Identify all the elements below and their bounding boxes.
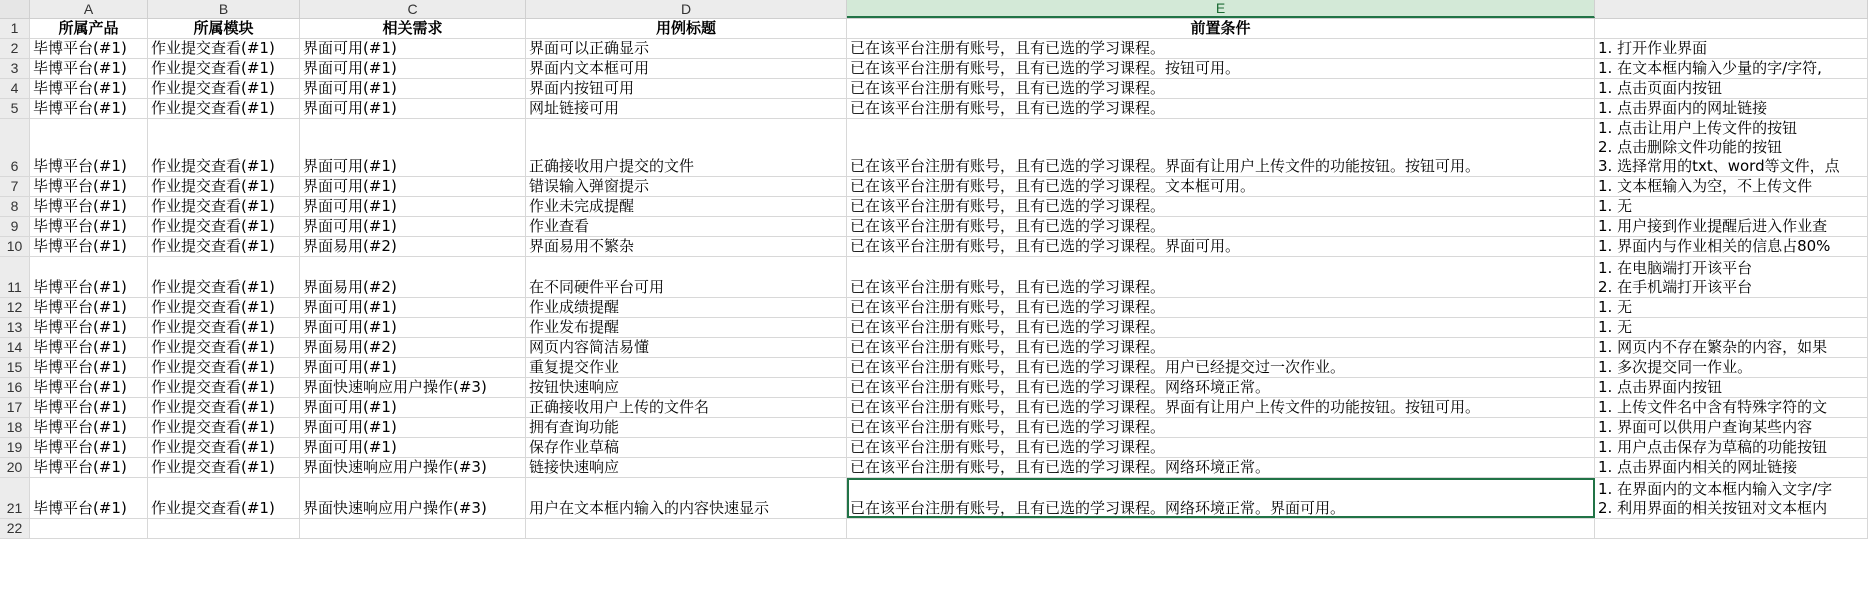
cell-module[interactable]: 作业提交查看(#1): [148, 59, 300, 78]
cell-requirement[interactable]: 界面可用(#1): [300, 358, 526, 377]
cell-module[interactable]: 作业提交查看(#1): [148, 197, 300, 216]
cell-steps[interactable]: [1595, 298, 1868, 317]
cell-precondition[interactable]: 已在该平台注册有账号，且有已选的学习课程。: [847, 197, 1595, 216]
cell-title[interactable]: [526, 519, 847, 538]
cell-title[interactable]: 作业发布提醒: [526, 318, 847, 337]
cell-module[interactable]: 作业提交查看(#1): [148, 119, 300, 176]
cell-module[interactable]: 作业提交查看(#1): [148, 438, 300, 457]
cell-product[interactable]: 毕博平台(#1): [30, 418, 148, 437]
cell-requirement[interactable]: 界面可用(#1): [300, 398, 526, 417]
cell-precondition[interactable]: 已在该平台注册有账号，且有已选的学习课程。: [847, 338, 1595, 357]
cell-module[interactable]: 作业提交查看(#1): [148, 79, 300, 98]
cell-precondition[interactable]: 已在该平台注册有账号，且有已选的学习课程。: [847, 99, 1595, 118]
cell-steps[interactable]: [1595, 338, 1868, 357]
cell-product[interactable]: 毕博平台(#1): [30, 79, 148, 98]
step-line: 1. 无: [1598, 197, 1633, 215]
step-line: 3. 选择常用的txt、word等文件，点: [1598, 157, 1840, 175]
cell-precondition[interactable]: 已在该平台注册有账号，且有已选的学习课程。用户已经提交过一次作业。: [847, 358, 1595, 377]
step-line: 1. 在文本框内输入少量的字/字符,: [1598, 59, 1822, 77]
cell-requirement[interactable]: 界面可用(#1): [300, 418, 526, 437]
cell-product[interactable]: 毕博平台(#1): [30, 398, 148, 417]
row-number[interactable]: 22: [0, 519, 30, 538]
cell-product[interactable]: 毕博平台(#1): [30, 478, 148, 518]
row-number[interactable]: 16: [0, 378, 30, 397]
step-line: 1. 多次提交同一作业。: [1598, 358, 1753, 376]
table-row: [0, 318, 1868, 338]
cell-steps[interactable]: [1595, 398, 1868, 417]
step-line: 1. 用户点击保存为草稿的功能按钮: [1598, 438, 1828, 456]
cell-title[interactable]: 界面易用不繁杂: [526, 237, 847, 256]
row-number[interactable]: 4: [0, 79, 30, 98]
step-line: 1. 用户接到作业提醒后进入作业查: [1598, 217, 1828, 235]
table-row: [0, 378, 1868, 398]
cell-requirement[interactable]: 界面易用(#2): [300, 257, 526, 297]
cell-precondition[interactable]: 已在该平台注册有账号，且有已选的学习课程。: [847, 79, 1595, 98]
cell-precondition[interactable]: 已在该平台注册有账号，且有已选的学习课程。网络环境正常。: [847, 378, 1595, 397]
column-header-e[interactable]: E: [847, 0, 1595, 18]
cell-module[interactable]: 作业提交查看(#1): [148, 99, 300, 118]
column-header-bar: [0, 0, 1868, 19]
cell-steps[interactable]: [1595, 519, 1868, 538]
cell-module[interactable]: 作业提交查看(#1): [148, 298, 300, 317]
row-number[interactable]: 15: [0, 358, 30, 377]
cell-steps[interactable]: [1595, 237, 1868, 256]
cell-requirement[interactable]: 界面可用(#1): [300, 438, 526, 457]
column-header-f[interactable]: [1595, 0, 1868, 18]
cell-precondition[interactable]: 已在该平台注册有账号，且有已选的学习课程。: [847, 39, 1595, 58]
step-line: 1. 网页内不存在繁杂的内容，如果: [1598, 338, 1828, 356]
table-row: [0, 217, 1868, 237]
table-row: [0, 79, 1868, 99]
cell-precondition[interactable]: 已在该平台注册有账号，且有已选的学习课程。界面有让用户上传文件的功能按钮。按钮可用。: [847, 398, 1595, 417]
cell-steps[interactable]: [1595, 39, 1868, 58]
table-row: [0, 418, 1868, 438]
cell-steps[interactable]: [1595, 418, 1868, 437]
cell-product[interactable]: 毕博平台(#1): [30, 99, 148, 118]
cell-title[interactable]: 作业成绩提醒: [526, 298, 847, 317]
row-number[interactable]: 3: [0, 59, 30, 78]
cell-requirement[interactable]: 界面可用(#1): [300, 318, 526, 337]
row-number[interactable]: 5: [0, 99, 30, 118]
cell-precondition[interactable]: [847, 519, 1595, 538]
row-number[interactable]: 7: [0, 177, 30, 196]
cell-requirement[interactable]: 界面快速响应用户操作(#3): [300, 458, 526, 477]
cell-module[interactable]: [148, 519, 300, 538]
step-line: 1. 无: [1598, 318, 1633, 336]
table-row: [0, 338, 1868, 358]
row-number[interactable]: 17: [0, 398, 30, 417]
column-header-c[interactable]: C: [300, 0, 526, 18]
cell-requirement[interactable]: 界面可用(#1): [300, 177, 526, 196]
cell-steps[interactable]: [1595, 177, 1868, 196]
cell-module[interactable]: 作业提交查看(#1): [148, 378, 300, 397]
header-cell-product[interactable]: 所属产品: [30, 19, 148, 38]
step-line: 1. 点击界面内相关的网址链接: [1598, 458, 1798, 476]
step-line: 1. 在界面内的文本框内输入文字/字: [1598, 480, 1833, 498]
table-row: [0, 197, 1868, 217]
step-line: 1. 点击界面内的网址链接: [1598, 99, 1768, 117]
row-number[interactable]: 1: [0, 19, 30, 38]
cell-module[interactable]: 作业提交查看(#1): [148, 217, 300, 236]
step-line: 1. 界面内与作业相关的信息占80%: [1598, 237, 1831, 255]
cell-product[interactable]: 毕博平台(#1): [30, 237, 148, 256]
table-row: [0, 438, 1868, 458]
cell-title[interactable]: 链接快速响应: [526, 458, 847, 477]
cell-grid: [0, 19, 1868, 539]
table-row: [0, 398, 1868, 418]
cell-title[interactable]: 保存作业草稿: [526, 438, 847, 457]
cell-steps[interactable]: [1595, 358, 1868, 377]
cell-title[interactable]: 正确接收用户上传的文件名: [526, 398, 847, 417]
cell-title[interactable]: 作业查看: [526, 217, 847, 236]
cell-requirement[interactable]: 界面易用(#2): [300, 338, 526, 357]
cell-precondition[interactable]: 已在该平台注册有账号，且有已选的学习课程。: [847, 257, 1595, 297]
table-row: [0, 39, 1868, 59]
step-line: 1. 点击页面内按钮: [1598, 79, 1723, 97]
cell-title[interactable]: 拥有查询功能: [526, 418, 847, 437]
cell-title[interactable]: 界面内按钮可用: [526, 79, 847, 98]
header-cell-steps[interactable]: [1595, 19, 1868, 38]
step-line: 1. 界面可以供用户查询某些内容: [1598, 418, 1813, 436]
cell-precondition[interactable]: 已在该平台注册有账号，且有已选的学习课程。网络环境正常。界面可用。: [847, 478, 1595, 518]
row-number[interactable]: 12: [0, 298, 30, 317]
cell-module[interactable]: 作业提交查看(#1): [148, 237, 300, 256]
cell-requirement[interactable]: 界面可用(#1): [300, 119, 526, 176]
cell-product[interactable]: 毕博平台(#1): [30, 119, 148, 176]
cell-module[interactable]: 作业提交查看(#1): [148, 177, 300, 196]
table-row: [0, 257, 1868, 298]
cell-module[interactable]: 作业提交查看(#1): [148, 418, 300, 437]
cell-product[interactable]: 毕博平台(#1): [30, 438, 148, 457]
cell-precondition[interactable]: 已在该平台注册有账号，且有已选的学习课程。文本框可用。: [847, 177, 1595, 196]
step-line: 1. 点击让用户上传文件的按钮: [1598, 119, 1798, 137]
cell-precondition[interactable]: 已在该平台注册有账号，且有已选的学习课程。: [847, 438, 1595, 457]
cell-product[interactable]: [30, 519, 148, 538]
cell-steps[interactable]: [1595, 438, 1868, 457]
header-cell-module[interactable]: 所属模块: [148, 19, 300, 38]
cell-module[interactable]: 作业提交查看(#1): [148, 318, 300, 337]
cell-steps[interactable]: [1595, 99, 1868, 118]
step-line: 1. 上传文件名中含有特殊字符的文: [1598, 398, 1828, 416]
cell-requirement[interactable]: 界面可用(#1): [300, 79, 526, 98]
cell-steps[interactable]: [1595, 478, 1868, 518]
cell-title[interactable]: 作业未完成提醒: [526, 197, 847, 216]
cell-product[interactable]: 毕博平台(#1): [30, 378, 148, 397]
column-header-a[interactable]: A: [30, 0, 148, 18]
table-row: [0, 177, 1868, 197]
cell-steps[interactable]: [1595, 197, 1868, 216]
row-number[interactable]: 10: [0, 237, 30, 256]
cell-requirement[interactable]: 界面易用(#2): [300, 237, 526, 256]
cell-product[interactable]: 毕博平台(#1): [30, 458, 148, 477]
cell-requirement[interactable]: 界面快速响应用户操作(#3): [300, 378, 526, 397]
cell-product[interactable]: 毕博平台(#1): [30, 177, 148, 196]
row-number[interactable]: 20: [0, 458, 30, 477]
cell-steps[interactable]: [1595, 257, 1868, 297]
cell-precondition[interactable]: 已在该平台注册有账号，且有已选的学习课程。界面有让用户上传文件的功能按钮。按钮可用。: [847, 119, 1595, 176]
step-line: 2. 在手机端打开该平台: [1598, 278, 1753, 296]
cell-product[interactable]: 毕博平台(#1): [30, 318, 148, 337]
table-row: [0, 358, 1868, 378]
cell-precondition[interactable]: 已在该平台注册有账号，且有已选的学习课程。: [847, 217, 1595, 236]
cell-title[interactable]: 界面内文本框可用: [526, 59, 847, 78]
select-all-corner[interactable]: [0, 0, 30, 18]
header-cell-precondition[interactable]: 前置条件: [847, 19, 1595, 38]
step-line: 2. 点击删除文件功能的按钮: [1598, 138, 1783, 156]
cell-precondition[interactable]: 已在该平台注册有账号，且有已选的学习课程。网络环境正常。: [847, 458, 1595, 477]
header-cell-title[interactable]: 用例标题: [526, 19, 847, 38]
cell-title[interactable]: 在不同硬件平台可用: [526, 257, 847, 297]
cell-product[interactable]: 毕博平台(#1): [30, 59, 148, 78]
row-number[interactable]: 14: [0, 338, 30, 357]
cell-module[interactable]: 作业提交查看(#1): [148, 358, 300, 377]
cell-steps[interactable]: [1595, 458, 1868, 477]
cell-module[interactable]: 作业提交查看(#1): [148, 458, 300, 477]
cell-product[interactable]: 毕博平台(#1): [30, 298, 148, 317]
step-line: 1. 打开作业界面: [1598, 39, 1708, 57]
cell-product[interactable]: 毕博平台(#1): [30, 358, 148, 377]
cell-steps[interactable]: [1595, 79, 1868, 98]
header-row: [0, 19, 1868, 39]
cell-title[interactable]: 用户在文本框内输入的内容快速显示: [526, 478, 847, 518]
table-row: [0, 458, 1868, 478]
cell-precondition[interactable]: 已在该平台注册有账号，且有已选的学习课程。界面可用。: [847, 237, 1595, 256]
step-line: 1. 无: [1598, 298, 1633, 316]
column-header-b[interactable]: B: [148, 0, 300, 18]
cell-title[interactable]: 网址链接可用: [526, 99, 847, 118]
cell-requirement[interactable]: 界面可用(#1): [300, 59, 526, 78]
header-cell-requirement[interactable]: 相关需求: [300, 19, 526, 38]
table-row: [0, 478, 1868, 519]
cell-steps[interactable]: [1595, 59, 1868, 78]
cell-product[interactable]: 毕博平台(#1): [30, 338, 148, 357]
row-number[interactable]: 18: [0, 418, 30, 437]
cell-requirement[interactable]: 界面可用(#1): [300, 298, 526, 317]
cell-title[interactable]: 重复提交作业: [526, 358, 847, 377]
column-header-d[interactable]: D: [526, 0, 847, 18]
cell-precondition[interactable]: 已在该平台注册有账号，且有已选的学习课程。: [847, 418, 1595, 437]
cell-steps[interactable]: [1595, 119, 1868, 176]
cell-product[interactable]: 毕博平台(#1): [30, 217, 148, 236]
row-number[interactable]: 8: [0, 197, 30, 216]
row-number[interactable]: 9: [0, 217, 30, 236]
cell-requirement[interactable]: 界面可用(#1): [300, 99, 526, 118]
step-line: 2. 利用界面的相关按钮对文本框内: [1598, 499, 1828, 517]
row-number[interactable]: 11: [0, 257, 30, 297]
cell-requirement[interactable]: 界面可用(#1): [300, 39, 526, 58]
table-row: [0, 59, 1868, 79]
cell-title[interactable]: 界面可以正确显示: [526, 39, 847, 58]
step-line: 1. 在电脑端打开该平台: [1598, 259, 1753, 277]
table-row: [0, 99, 1868, 119]
row-number[interactable]: 19: [0, 438, 30, 457]
cell-precondition[interactable]: 已在该平台注册有账号，且有已选的学习课程。: [847, 318, 1595, 337]
cell-module[interactable]: 作业提交查看(#1): [148, 39, 300, 58]
cell-title[interactable]: 网页内容简洁易懂: [526, 338, 847, 357]
cell-product[interactable]: 毕博平台(#1): [30, 39, 148, 58]
cell-product[interactable]: 毕博平台(#1): [30, 197, 148, 216]
cell-module[interactable]: 作业提交查看(#1): [148, 398, 300, 417]
row-number[interactable]: 21: [0, 478, 30, 518]
table-row: [0, 519, 1868, 539]
cell-steps[interactable]: [1595, 217, 1868, 236]
row-number[interactable]: 2: [0, 39, 30, 58]
cell-title[interactable]: 正确接收用户提交的文件: [526, 119, 847, 176]
cell-module[interactable]: 作业提交查看(#1): [148, 257, 300, 297]
cell-requirement[interactable]: 界面可用(#1): [300, 217, 526, 236]
step-line: 1. 点击界面内按钮: [1598, 378, 1723, 396]
cell-precondition[interactable]: 已在该平台注册有账号，且有已选的学习课程。按钮可用。: [847, 59, 1595, 78]
cell-steps[interactable]: [1595, 378, 1868, 397]
table-row: [0, 119, 1868, 177]
cell-module[interactable]: 作业提交查看(#1): [148, 338, 300, 357]
cell-precondition[interactable]: 已在该平台注册有账号，且有已选的学习课程。: [847, 298, 1595, 317]
cell-title[interactable]: 按钮快速响应: [526, 378, 847, 397]
cell-requirement[interactable]: 界面可用(#1): [300, 197, 526, 216]
row-number[interactable]: 6: [0, 119, 30, 176]
cell-requirement[interactable]: 界面快速响应用户操作(#3): [300, 478, 526, 518]
table-row: [0, 298, 1868, 318]
cell-steps[interactable]: [1595, 318, 1868, 337]
table-row: [0, 237, 1868, 257]
cell-product[interactable]: 毕博平台(#1): [30, 257, 148, 297]
cell-title[interactable]: 错误输入弹窗提示: [526, 177, 847, 196]
row-number[interactable]: 13: [0, 318, 30, 337]
step-line: 1. 文本框输入为空，不上传文件: [1598, 177, 1813, 195]
cell-requirement[interactable]: [300, 519, 526, 538]
cell-module[interactable]: 作业提交查看(#1): [148, 478, 300, 518]
